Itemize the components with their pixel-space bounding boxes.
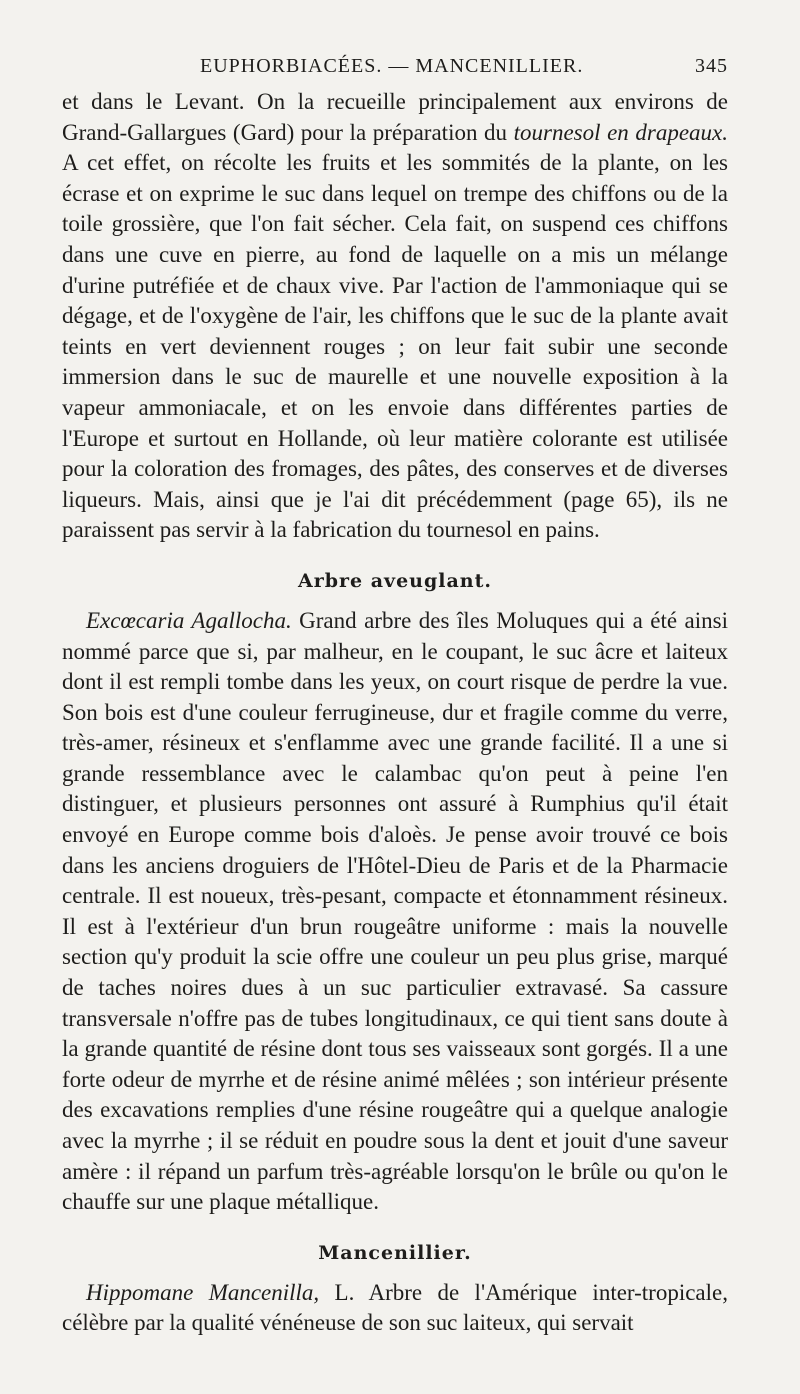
section-title-arbre-aveuglant: Arbre aveuglant. <box>297 569 493 592</box>
section-title-mancenillier: Mancenillier. <box>318 1241 472 1264</box>
species-name: Excœcaria Agallocha. <box>86 607 292 633</box>
paragraph-text: L. Arbre de l'Amérique inter-tropicale, célèbre par la qualité vénéneuse de son suc laiteux, qui servait <box>62 1279 728 1336</box>
running-title: EUPHORBIACÉES. — MANCENILLIER. <box>200 55 584 77</box>
paragraph-text: A cet effet, on récolte les fruits et les sommités de la plante, on les écrase et on exprime le suc dans lequel on trempe des chiffons ou de la toile grossière, que l'on fait sécher. Cela fait, on suspend ces chiffons dans une cuve en pierre, au fond de laquelle on a mis un mélange d'urine putréfiée et de chaux vive. Par l'action de l'ammoniaque qui se dégage, et de l'oxygène de l'air, les chiffons que le suc de la plante avait teints en vert deviennent rouges ; on leur fait subir une seconde immersion dans le suc de maurelle et une nouvelle exposition à la vapeur ammoniacale, et on les envoie dans différentes parties de l'Europe et surtout en Hollande, où leur matière colorante est utilisée pour la coloration des fromages, des pâtes, des conserves et de diverses liqueurs. Mais, ainsi que je l'ai dit précédemment (page 65), ils ne paraissent pas servir à la fabrication du tournesol en pains. <box>62 150 728 543</box>
paragraph-arbre-aveuglant <box>62 606 728 1218</box>
paragraph-text: Grand arbre des îles Moluques qui a été ainsi nommé parce que si, par malheur, en le coupant, le suc âcre et laiteux dont il est rempli tombe dans les yeux, on court risque de perdre la vue. Son bois est d'une couleur ferrugineuse, dur et fragile comme du verre, très-amer, résineux et s'enflamme avec une grande facilité. Il a une si grande ressemblance avec le calambac qu'on peut à peine l'en distinguer, et plusieurs personnes ont assuré à Rumphius qu'il était envoyé en Europe comme bois d'aloès. Je pense avoir trouvé ce bois dans les anciens droguiers de l'Hôtel-Dieu de Paris et de la Pharmacie centrale. Il est noueux, très-pesant, compacte et étonnamment résineux. Il est à l'extérieur d'un brun rougeâtre uniforme : mais la nouvelle section qu'y produit la scie offre une couleur un peu plus grise, marqué de taches noires dues à un suc particulier extravasé. Sa cassure transversale n'offre pas de tubes longitudinaux, ce qui tient sans doute à la grande quantité de résine dont tous ses vaisseaux sont gorgés. Il a une forte odeur de myrrhe et de résine animé mêlées ; son intérieur présente des excavations remplies d'une résine rougeâtre qui a quelque analogie avec la myrrhe ; il se réduit en poudre sous la dent et jouit d'une saveur amère : il répand un parfum très-agréable lorsqu'on le brûle ou qu'on le chauffe sur une plaque métallique. <box>62 607 728 1215</box>
body-text <box>62 87 728 1339</box>
paragraph-tournesol <box>62 87 728 546</box>
species-name: Hippomane Mancenilla, <box>86 1279 320 1305</box>
page-number: 345 <box>695 55 728 77</box>
paragraph-mancenillier <box>62 1278 728 1339</box>
running-header <box>62 55 728 81</box>
italic-term: tournesol en drapeaux. <box>513 119 729 145</box>
paragraph-text: et dans le Levant. On la recueille principalement aux environs de Grand-Gallargues (Gard) pour la préparation du <box>62 89 728 145</box>
